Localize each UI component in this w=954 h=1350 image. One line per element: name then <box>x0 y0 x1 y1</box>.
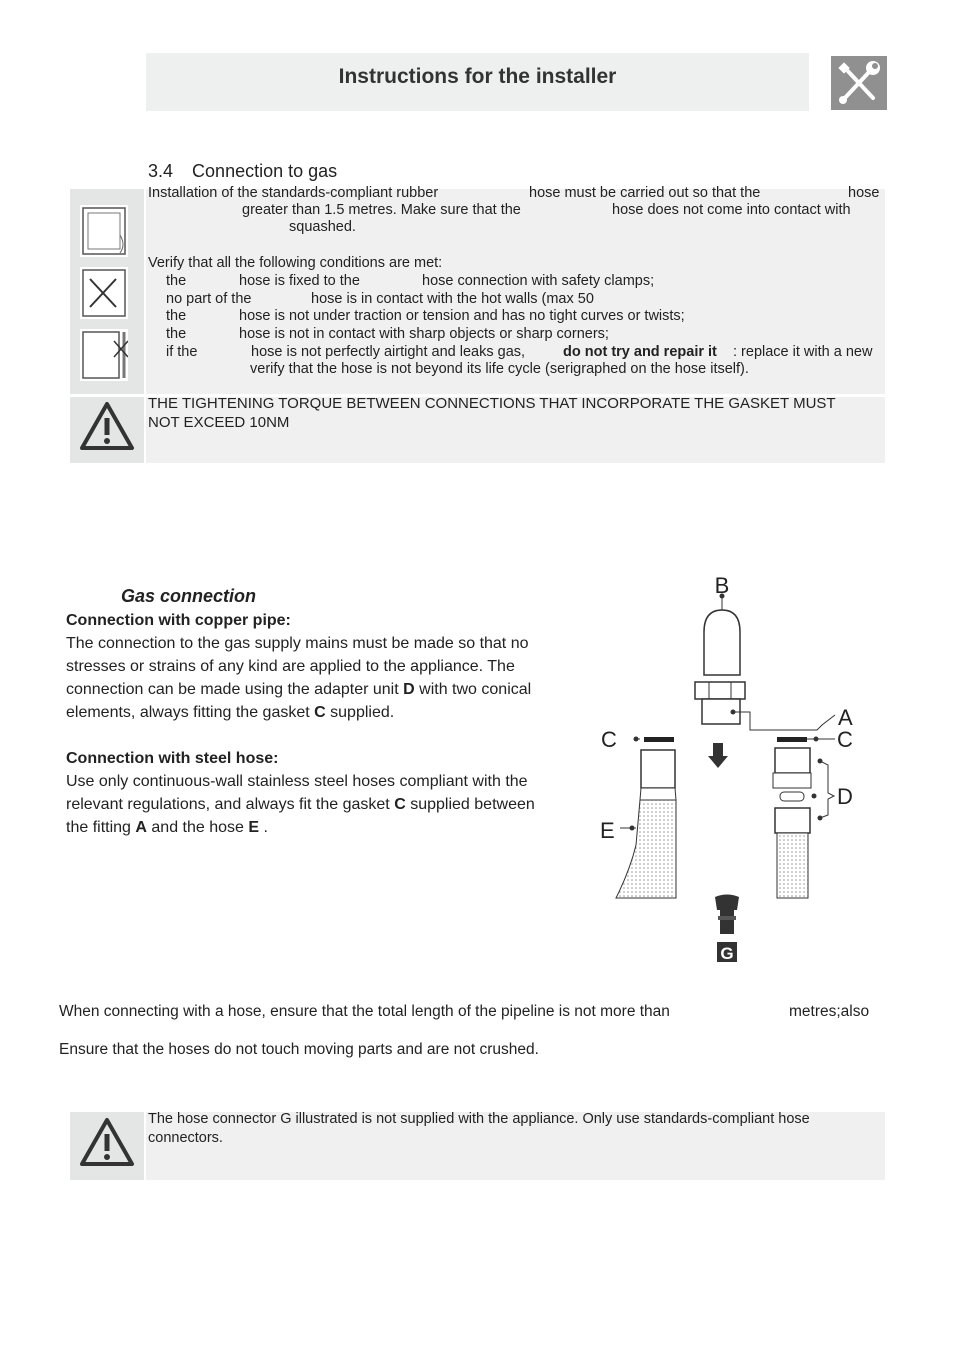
copper-line-4-cont: supplied. <box>330 704 395 721</box>
wrench-screwdriver-icon <box>831 56 887 110</box>
label-g: G <box>720 944 734 963</box>
condition-4b: hose is not in contact with sharp objects or sharp corners; <box>239 326 609 342</box>
intro-line-3: squashed. <box>289 219 356 235</box>
intro-line-1b: hose must be carried out so that the <box>529 185 761 201</box>
note-line-1-end: metres;also <box>789 1003 870 1020</box>
condition-5-bold: do not try and repair it <box>563 344 717 360</box>
label-c-ref: C <box>394 796 406 813</box>
label-d: D <box>837 784 853 809</box>
steel-line-3-cont: and the hose <box>151 819 244 836</box>
connector-warning-line-1: The hose connector G illustrated is not supplied with the appliance. Only use standards-compliant hose <box>148 1111 810 1127</box>
label-e: E <box>600 818 615 843</box>
copper-line-1: The connection to the gas supply mains must be made so that no <box>66 635 529 652</box>
section-number: 3.4 <box>148 161 174 181</box>
note-line-2: Ensure that the hoses do not touch moving parts and are not crushed. <box>59 1041 539 1058</box>
intro-line-2a: greater than 1.5 metres. Make sure that the <box>242 202 521 218</box>
torque-warning-line-1: THE TIGHTENING TORQUE BETWEEN CONNECTIONS THAT INCORPORATE THE GASKET MUST <box>148 395 836 412</box>
condition-2b: hose is in contact with the hot walls (max 50 <box>311 291 594 307</box>
label-d-ref: D <box>403 681 415 698</box>
copper-line-4 <box>66 701 394 724</box>
warning-triangle-icon <box>79 401 135 456</box>
label-a-ref: A <box>135 819 147 836</box>
section-title: Connection to gas <box>192 161 338 181</box>
connector-warning-line-2: connectors. <box>148 1130 223 1146</box>
fitting-b <box>695 594 835 731</box>
condition-1c: hose connection with safety clamps; <box>422 273 655 289</box>
section-heading <box>148 161 337 182</box>
gas-connection-heading: Gas connection <box>121 586 257 606</box>
label-e-ref: E <box>248 819 260 836</box>
note-line-1: When connecting with a hose, ensure that the total length of the pipeline is not more than <box>59 1003 670 1020</box>
steel-line-2 <box>66 793 535 816</box>
steel-line-2-cont: supplied between <box>410 796 535 813</box>
copper-line-4-text: elements, always fitting the gasket <box>66 704 310 721</box>
steel-line-3 <box>66 816 268 839</box>
copper-line-3-cont: with two conical <box>419 681 532 698</box>
page-title: Instructions for the installer <box>338 65 617 88</box>
warning-triangle-icon <box>79 1117 135 1172</box>
hose-e-assembly <box>616 737 676 899</box>
copper-pipe-title: Connection with copper pipe: <box>66 612 291 629</box>
condition-2a: no part of the <box>166 291 252 307</box>
intro-line-1a: Installation of the standards-compliant rubber <box>148 185 439 201</box>
hose-wall-icon <box>80 329 128 381</box>
copper-line-2: stresses or strains of any kind are applied to the appliance. The <box>66 658 515 675</box>
steel-line-3-text: the fitting <box>66 819 131 836</box>
verify-title: Verify that all the following conditions are met: <box>148 255 443 271</box>
arrow-shaft <box>713 743 723 758</box>
steel-line-3-end: . <box>263 819 268 836</box>
gas-connection-diagram <box>590 570 870 970</box>
label-c-right: C <box>837 727 853 752</box>
torque-warning-line-2: NOT EXCEED 10NM <box>148 414 290 431</box>
condition-5a: if the <box>166 344 198 360</box>
label-c-left: C <box>601 727 617 752</box>
copper-line-3 <box>66 678 531 701</box>
condition-1b: hose is fixed to the <box>239 273 360 289</box>
copper-line-3-text: connection can be made using the adapter unit <box>66 681 399 698</box>
label-a: A <box>838 705 853 730</box>
steel-line-1: Use only continuous-wall stainless steel hoses compliant with the <box>66 773 528 790</box>
hose-adapter-assembly <box>773 737 835 899</box>
condition-3a: the <box>166 308 187 324</box>
condition-5c: : replace it with a new <box>733 344 873 360</box>
hose-forbidden-icon <box>80 267 128 319</box>
steel-hose-title: Connection with steel hose: <box>66 750 279 767</box>
intro-line-2b: hose does not come into contact with <box>612 202 851 218</box>
label-c-ref: C <box>314 704 326 721</box>
condition-1a: the <box>166 273 187 289</box>
condition-5b: hose is not perfectly airtight and leaks gas, <box>251 344 526 360</box>
condition-5-cont: verify that the hose is not beyond its life cycle (serigraphed on the hose itself). <box>250 361 749 377</box>
condition-3b: hose is not under traction or tension and has no tight curves or twists; <box>239 308 685 324</box>
steel-line-2-text: relevant regulations, and always fit the gasket <box>66 796 390 813</box>
arrow-down-icon <box>708 756 728 768</box>
condition-4a: the <box>166 326 187 342</box>
intro-line-1c: hose <box>848 185 880 201</box>
label-b: B <box>714 573 730 598</box>
hose-ok-icon <box>80 205 128 257</box>
